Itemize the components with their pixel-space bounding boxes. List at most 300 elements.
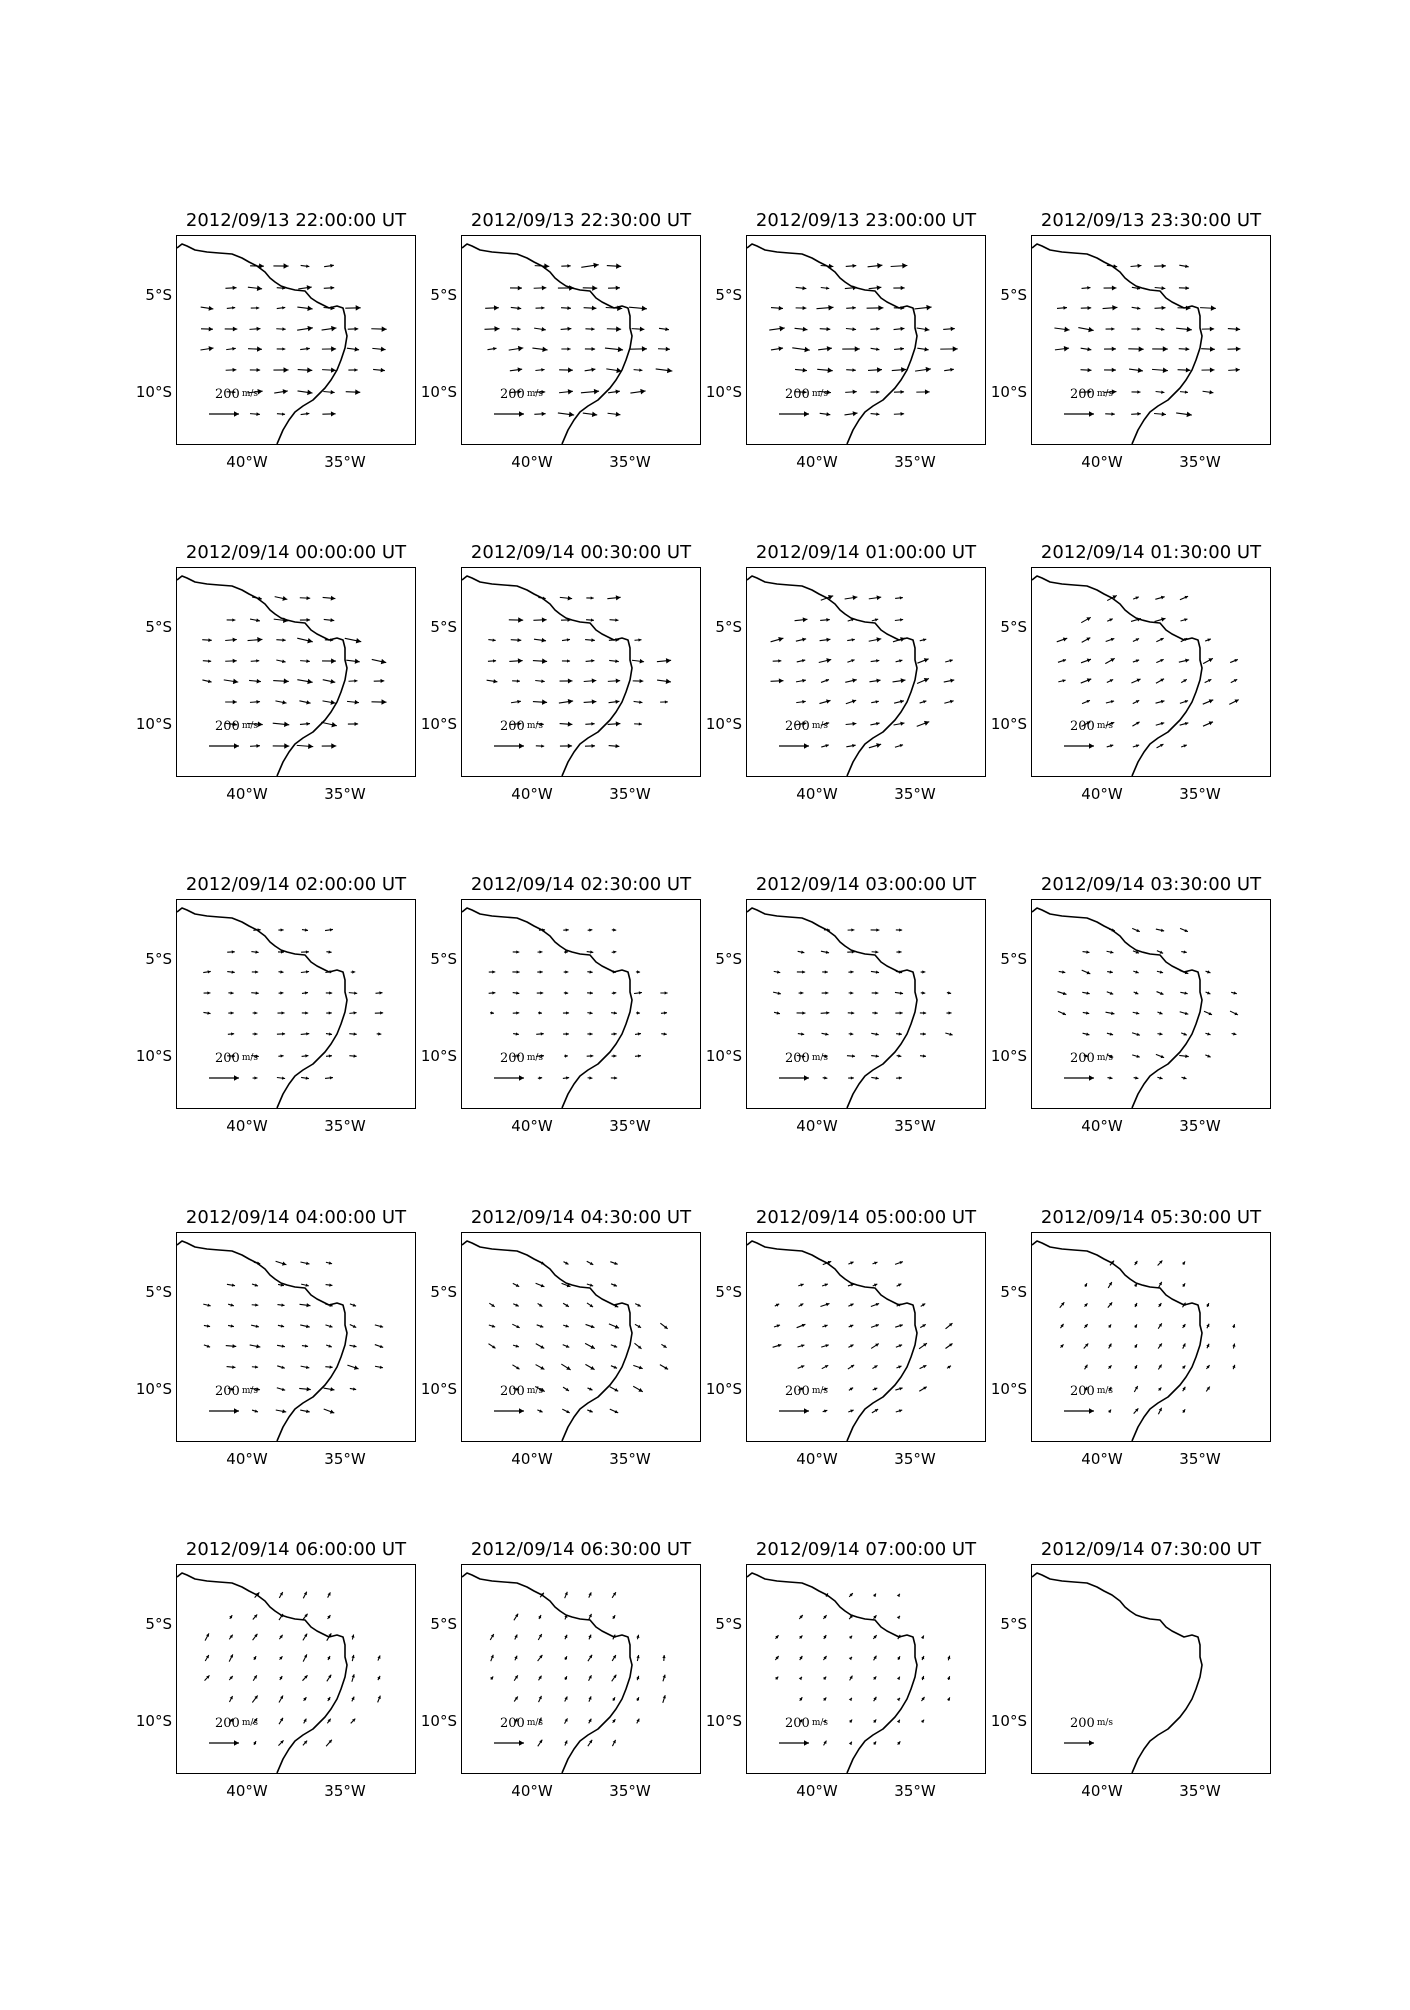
reference-unit: m/s bbox=[811, 1053, 829, 1063]
map-frame bbox=[746, 1564, 986, 1774]
wind-vector bbox=[536, 1032, 544, 1035]
wind-vector bbox=[896, 1032, 902, 1035]
wind-vector bbox=[279, 1592, 282, 1598]
wind-vector bbox=[920, 700, 927, 703]
wind-vector bbox=[202, 680, 211, 684]
reference-value: 200 bbox=[1070, 719, 1095, 734]
wind-vector bbox=[796, 700, 806, 704]
wind-vector bbox=[1201, 346, 1215, 351]
wind-vector bbox=[1107, 744, 1114, 747]
reference-vector bbox=[779, 411, 809, 417]
wind-vector bbox=[565, 1592, 568, 1598]
wind-vector bbox=[514, 1675, 518, 1680]
map-frame bbox=[176, 235, 416, 445]
wind-vector bbox=[1202, 327, 1214, 332]
x-tick-label: 40°W bbox=[1081, 1782, 1123, 1800]
wind-vector bbox=[277, 1366, 285, 1369]
wind-vector bbox=[634, 700, 643, 703]
wind-vector bbox=[583, 412, 597, 417]
wind-vector bbox=[535, 368, 544, 372]
reference-vector-label bbox=[215, 1384, 258, 1399]
wind-vector bbox=[609, 744, 620, 748]
wind-vector bbox=[873, 1594, 876, 1597]
wind-vector bbox=[201, 306, 214, 311]
wind-vector bbox=[660, 1365, 668, 1370]
wind-vector bbox=[350, 1325, 356, 1328]
wind-vector bbox=[229, 1676, 233, 1680]
wind-vector bbox=[921, 1635, 924, 1638]
wind-vector bbox=[538, 1655, 543, 1661]
wind-vector bbox=[205, 1675, 210, 1680]
coastline bbox=[1032, 908, 1202, 1108]
wind-vector bbox=[1230, 1011, 1238, 1015]
y-tick-label: 10°S bbox=[705, 1712, 742, 1730]
wind-vector bbox=[322, 367, 336, 372]
wind-vector bbox=[1155, 596, 1164, 600]
wind-vector bbox=[1157, 951, 1163, 954]
wind-vector bbox=[775, 1304, 779, 1307]
wind-vector bbox=[634, 368, 643, 371]
wind-vector bbox=[327, 1656, 330, 1660]
reference-unit: m/s bbox=[241, 389, 259, 399]
wind-vector bbox=[849, 1325, 854, 1328]
wind-vector bbox=[253, 1011, 258, 1014]
map-canvas bbox=[462, 1233, 700, 1441]
wind-vector bbox=[846, 306, 856, 310]
wind-vector bbox=[846, 327, 856, 331]
wind-vector bbox=[798, 1365, 805, 1368]
wind-vector bbox=[1156, 722, 1164, 725]
wind-vector bbox=[1107, 679, 1113, 682]
reference-vector-label bbox=[785, 1716, 828, 1731]
x-tick-label: 40°W bbox=[511, 1117, 553, 1135]
wind-vector bbox=[771, 678, 784, 683]
reference-vector-label bbox=[1070, 719, 1113, 734]
wind-vector bbox=[636, 1697, 639, 1701]
wind-vector bbox=[798, 950, 805, 953]
wind-vector bbox=[946, 1344, 953, 1349]
y-tick-label: 10°S bbox=[420, 1380, 457, 1398]
wind-vector bbox=[1081, 659, 1091, 663]
wind-vector bbox=[279, 1656, 282, 1659]
map-frame bbox=[1031, 899, 1271, 1109]
wind-vector bbox=[377, 1676, 380, 1680]
wind-vector bbox=[327, 1675, 331, 1682]
wind-vector bbox=[488, 1344, 495, 1349]
wind-vector bbox=[346, 659, 359, 664]
wind-vector bbox=[1203, 390, 1214, 394]
y-tick-label: 5°S bbox=[430, 1283, 457, 1301]
wind-vector bbox=[1179, 264, 1188, 268]
wind-vector bbox=[565, 1718, 568, 1723]
wind-vector bbox=[534, 285, 547, 290]
wind-vector bbox=[819, 699, 830, 703]
wind-vector bbox=[322, 326, 337, 331]
wind-vector bbox=[897, 1656, 900, 1660]
x-tick-label: 35°W bbox=[894, 453, 936, 471]
wind-vector bbox=[250, 412, 260, 416]
wind-vector bbox=[560, 744, 572, 749]
wind-vector bbox=[1059, 970, 1066, 973]
wind-vector bbox=[1133, 744, 1139, 747]
wind-vector bbox=[349, 1032, 356, 1035]
wind-vector bbox=[871, 1303, 879, 1307]
wind-vector bbox=[1082, 286, 1091, 289]
wind-vector bbox=[897, 1720, 900, 1723]
wind-vector bbox=[1106, 638, 1115, 642]
wind-vector bbox=[893, 678, 906, 683]
wind-vector bbox=[563, 1303, 569, 1306]
wind-vector bbox=[868, 367, 882, 372]
wind-vector bbox=[300, 347, 310, 351]
wind-vector bbox=[559, 699, 573, 704]
wind-vector bbox=[920, 1011, 926, 1014]
wind-vector bbox=[564, 1696, 567, 1701]
wind-vector bbox=[1228, 327, 1240, 332]
wind-vector bbox=[611, 1011, 617, 1014]
wind-vector bbox=[1083, 950, 1090, 953]
wind-vector bbox=[326, 950, 331, 953]
wind-vector bbox=[251, 306, 259, 309]
wind-vector bbox=[326, 1011, 332, 1014]
wind-vector bbox=[278, 928, 283, 931]
wind-vector bbox=[253, 1656, 256, 1660]
wind-vector bbox=[1179, 347, 1190, 351]
wind-vector bbox=[873, 1388, 878, 1391]
wind-vector bbox=[536, 1365, 545, 1370]
map-panel bbox=[705, 874, 986, 1144]
wind-vector bbox=[538, 1076, 542, 1079]
wind-vector bbox=[513, 1283, 519, 1286]
reference-unit: m/s bbox=[241, 721, 259, 731]
wind-vector bbox=[252, 970, 258, 973]
wind-vector bbox=[253, 1076, 258, 1079]
wind-vector bbox=[823, 1741, 826, 1746]
wind-vector bbox=[349, 1054, 356, 1057]
y-tick-label: 5°S bbox=[715, 950, 742, 968]
wind-vector bbox=[1157, 992, 1164, 995]
wind-vector bbox=[589, 1675, 592, 1681]
wind-vector bbox=[587, 1032, 592, 1035]
reference-vector bbox=[1064, 743, 1094, 749]
wind-vector bbox=[608, 412, 621, 417]
wind-vector bbox=[819, 658, 831, 663]
coastline bbox=[747, 908, 917, 1108]
x-tick-label: 35°W bbox=[1179, 1782, 1221, 1800]
wind-vector bbox=[250, 368, 260, 372]
wind-vector bbox=[563, 1261, 568, 1264]
wind-vector bbox=[847, 659, 854, 662]
wind-vector bbox=[869, 743, 881, 748]
wind-vector bbox=[1081, 617, 1090, 622]
wind-vector bbox=[534, 412, 545, 416]
wind-vector bbox=[279, 1696, 283, 1703]
reference-value: 200 bbox=[1070, 1716, 1095, 1731]
wind-vector bbox=[252, 1303, 259, 1306]
wind-vector bbox=[225, 700, 237, 704]
coastline bbox=[462, 908, 632, 1108]
wind-vector bbox=[275, 700, 286, 704]
map-canvas bbox=[462, 568, 700, 776]
wind-vector bbox=[1206, 1365, 1209, 1369]
wind-vector bbox=[588, 1076, 593, 1079]
wind-vector bbox=[1180, 618, 1187, 621]
wind-vector bbox=[487, 347, 496, 350]
wind-vector bbox=[1133, 596, 1139, 599]
reference-vector bbox=[494, 743, 524, 749]
wind-vector bbox=[303, 1719, 306, 1724]
wind-vector bbox=[1105, 658, 1114, 663]
wind-vector bbox=[489, 1303, 494, 1307]
wind-vector bbox=[849, 1032, 854, 1035]
wind-vector bbox=[792, 347, 809, 352]
wind-vector bbox=[656, 368, 673, 373]
wind-vector bbox=[348, 327, 359, 331]
reference-arrow bbox=[1064, 1408, 1094, 1414]
wind-vector bbox=[797, 1324, 806, 1328]
x-tick-label: 40°W bbox=[226, 453, 268, 471]
wind-vector bbox=[798, 1283, 803, 1286]
wind-vector bbox=[660, 700, 668, 703]
wind-vector bbox=[581, 389, 599, 394]
wind-vector bbox=[1156, 700, 1165, 703]
x-tick-label: 35°W bbox=[324, 1450, 366, 1468]
wind-vector bbox=[612, 1615, 615, 1619]
coastline bbox=[1032, 576, 1202, 776]
wind-vector bbox=[1134, 1365, 1137, 1369]
y-tick-label: 5°S bbox=[430, 286, 457, 304]
wind-vector bbox=[585, 368, 596, 372]
wind-vector bbox=[947, 1676, 950, 1680]
reference-unit: m/s bbox=[526, 389, 544, 399]
wind-vector bbox=[610, 618, 619, 621]
wind-vector bbox=[946, 1011, 951, 1014]
wind-vector bbox=[252, 1283, 258, 1286]
wind-vector bbox=[921, 1656, 924, 1660]
map-frame bbox=[746, 1232, 986, 1442]
wind-vector bbox=[658, 347, 670, 352]
x-tick-label: 40°W bbox=[511, 785, 553, 803]
wind-vector bbox=[351, 1635, 354, 1640]
y-tick-label: 5°S bbox=[145, 1283, 172, 1301]
wind-vector bbox=[1084, 1324, 1087, 1328]
wind-vector bbox=[1181, 950, 1186, 953]
wind-vector bbox=[821, 1344, 829, 1347]
wind-vector bbox=[612, 1655, 616, 1661]
wind-vector bbox=[347, 700, 359, 705]
wind-vector bbox=[660, 991, 667, 994]
map-panel bbox=[420, 542, 701, 812]
wind-vector bbox=[584, 678, 597, 683]
wind-vector bbox=[897, 1677, 900, 1680]
wind-vector bbox=[250, 618, 260, 622]
wind-vector bbox=[610, 1387, 618, 1392]
wind-vector bbox=[871, 1076, 878, 1079]
wind-vector bbox=[586, 1324, 595, 1328]
wind-vector bbox=[1060, 1302, 1065, 1308]
wind-vector bbox=[1182, 1261, 1185, 1264]
wind-vector bbox=[636, 1635, 639, 1640]
wind-vector bbox=[921, 1720, 924, 1723]
panel-title: 2012/09/14 06:30:00 UT bbox=[470, 1539, 692, 1560]
reference-value: 200 bbox=[215, 387, 240, 402]
wind-vector bbox=[538, 1634, 541, 1640]
wind-vector bbox=[1180, 700, 1188, 703]
wind-vector bbox=[226, 347, 236, 351]
wind-vector bbox=[944, 700, 953, 704]
wind-vector bbox=[663, 1695, 666, 1703]
wind-vector bbox=[509, 617, 523, 622]
map-panel bbox=[990, 1539, 1271, 1809]
coastline bbox=[177, 1573, 347, 1773]
wind-vector bbox=[820, 1303, 829, 1307]
wind-vector bbox=[302, 1054, 309, 1057]
wind-vector bbox=[921, 991, 925, 994]
wind-vector bbox=[893, 286, 904, 290]
wind-vector bbox=[661, 1032, 667, 1035]
wind-vector bbox=[1181, 744, 1187, 747]
coastline bbox=[177, 244, 347, 444]
wind-vector bbox=[1206, 1387, 1210, 1392]
reference-vector bbox=[209, 1740, 239, 1746]
wind-vector bbox=[202, 638, 212, 642]
wind-vector bbox=[1203, 721, 1213, 726]
wind-vector bbox=[298, 367, 313, 372]
wind-vector bbox=[278, 1740, 283, 1745]
wind-vector bbox=[490, 1676, 493, 1679]
y-tick-label: 5°S bbox=[145, 286, 172, 304]
map-panel bbox=[420, 874, 701, 1144]
wind-vector bbox=[587, 1011, 592, 1014]
wind-vector bbox=[564, 1635, 567, 1639]
wind-vector bbox=[326, 1283, 333, 1286]
wind-vector bbox=[612, 991, 616, 994]
wind-vector bbox=[229, 1615, 232, 1619]
wind-vector bbox=[564, 1676, 567, 1680]
wind-vector bbox=[871, 1324, 879, 1327]
wind-vector bbox=[842, 346, 860, 351]
map-panel bbox=[135, 210, 416, 480]
wind-vector bbox=[921, 970, 926, 973]
wind-vector bbox=[919, 1387, 926, 1391]
y-tick-label: 5°S bbox=[1000, 286, 1027, 304]
x-tick-label: 35°W bbox=[894, 1117, 936, 1135]
wind-vector bbox=[276, 638, 285, 642]
wind-vector bbox=[897, 1594, 900, 1597]
map-frame bbox=[1031, 1232, 1271, 1442]
y-tick-label: 10°S bbox=[990, 1712, 1027, 1730]
y-tick-label: 5°S bbox=[145, 1615, 172, 1633]
wind-vector bbox=[249, 679, 261, 684]
wind-vector bbox=[351, 970, 355, 973]
wind-vector bbox=[822, 1365, 828, 1368]
wind-vector bbox=[1182, 1409, 1185, 1412]
reference-unit: m/s bbox=[241, 1386, 259, 1396]
wind-vector bbox=[301, 1032, 310, 1035]
wind-vector bbox=[300, 659, 310, 663]
wind-vector bbox=[943, 327, 955, 331]
wind-vector bbox=[587, 1409, 592, 1412]
wind-vector bbox=[821, 951, 829, 954]
wind-vector bbox=[796, 679, 806, 683]
map-canvas bbox=[1032, 1233, 1270, 1441]
wind-vector bbox=[1176, 412, 1192, 417]
wind-vector bbox=[822, 1032, 829, 1035]
wind-vector bbox=[514, 1634, 517, 1639]
y-tick-label: 10°S bbox=[705, 1380, 742, 1398]
wind-vector bbox=[564, 1740, 567, 1745]
map-frame bbox=[1031, 1564, 1271, 1774]
reference-vector bbox=[779, 1075, 809, 1081]
reference-value: 200 bbox=[215, 719, 240, 734]
wind-vector bbox=[609, 700, 620, 704]
wind-vector bbox=[818, 346, 832, 351]
y-tick-label: 10°S bbox=[135, 1712, 172, 1730]
map-frame bbox=[176, 567, 416, 777]
wind-vector bbox=[227, 1365, 236, 1368]
wind-vector bbox=[846, 264, 856, 268]
wind-vector bbox=[796, 306, 807, 310]
wind-vector bbox=[1157, 1011, 1162, 1014]
wind-vector bbox=[225, 327, 238, 332]
map-canvas bbox=[177, 568, 415, 776]
wind-vector bbox=[587, 1054, 594, 1057]
wind-vector bbox=[1155, 306, 1166, 310]
reference-arrow bbox=[1064, 743, 1094, 749]
reference-value: 200 bbox=[500, 1384, 525, 1399]
wind-vector bbox=[1134, 1386, 1137, 1392]
coastline bbox=[747, 1573, 917, 1773]
wind-vector bbox=[817, 368, 833, 373]
wind-vector bbox=[891, 263, 908, 268]
wind-vector bbox=[1157, 1076, 1162, 1079]
wind-vector bbox=[1106, 327, 1115, 330]
wind-vector bbox=[253, 1634, 258, 1640]
wind-vector bbox=[1182, 1324, 1185, 1328]
wind-vector bbox=[870, 722, 879, 726]
wind-vector bbox=[895, 596, 903, 599]
wind-vector bbox=[350, 1304, 356, 1307]
wind-vector bbox=[510, 367, 522, 372]
coastline bbox=[747, 576, 917, 776]
y-tick-label: 5°S bbox=[715, 618, 742, 636]
wind-vector bbox=[274, 389, 288, 394]
wind-vector bbox=[872, 1365, 877, 1368]
reference-vector-label bbox=[785, 387, 828, 402]
wind-vector bbox=[1058, 659, 1066, 662]
wind-vector bbox=[228, 1011, 233, 1014]
wind-vector bbox=[820, 618, 830, 622]
reference-vector bbox=[1064, 1740, 1094, 1746]
y-tick-label: 5°S bbox=[430, 1615, 457, 1633]
coastline bbox=[462, 576, 632, 776]
wind-vector bbox=[661, 1344, 666, 1347]
wind-vector bbox=[896, 928, 902, 931]
x-tick-label: 40°W bbox=[1081, 1117, 1123, 1135]
wind-vector bbox=[1180, 1012, 1189, 1015]
wind-vector bbox=[324, 618, 334, 622]
reference-vector bbox=[1064, 1075, 1094, 1081]
wind-vector bbox=[871, 659, 880, 662]
wind-vector bbox=[1058, 992, 1067, 996]
wind-vector bbox=[606, 368, 621, 373]
wind-vector bbox=[300, 1303, 311, 1307]
wind-vector bbox=[277, 1303, 284, 1306]
wind-vector bbox=[303, 1654, 307, 1661]
wind-vector bbox=[225, 638, 237, 642]
x-tick-label: 40°W bbox=[226, 1450, 268, 1468]
reference-value: 200 bbox=[215, 1051, 240, 1066]
